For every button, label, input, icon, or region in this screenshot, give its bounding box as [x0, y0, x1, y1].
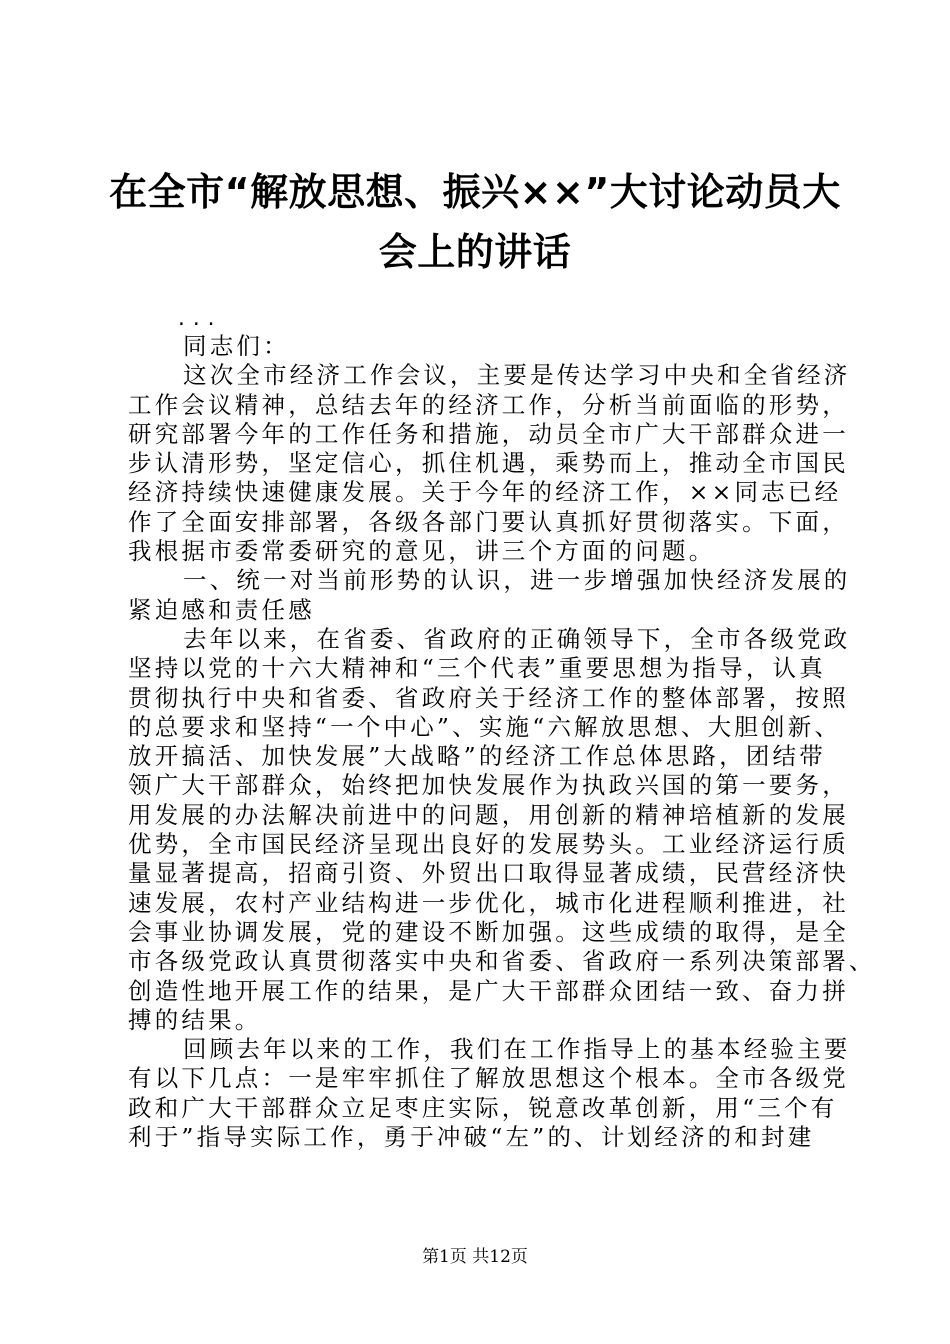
text-line: 放开搞活、加快发展”大战略”的经济工作总体思路，团结带 [128, 742, 826, 771]
section-heading-1 [128, 566, 851, 625]
paragraph-3 [128, 1035, 851, 1152]
text-line: 优势，全市国民经济呈现出良好的发展势头。工业经济运行质 [128, 830, 849, 859]
text-line: 会事业协调发展，党的建设不断加强。这些成绩的取得，是全 [128, 917, 849, 946]
text-line: 坚持以党的十六大精神和“三个代表”重要思想为指导，认真 [128, 654, 826, 683]
text-line: 去年以来，在省委、省政府的正确领导下，全市各级党政 [183, 624, 851, 653]
salutation: 同志们： [183, 332, 290, 360]
text-line: 领广大干部群众，始终把加快发展作为执政兴国的第一要务， [128, 771, 849, 800]
text-line: 利于”指导实际工作，勇于冲破“左”的、计划经济的和封建 [128, 1123, 815, 1152]
text-line: 作了全面安排部署，各级各部门要认真抓好贯彻落实。下面， [128, 507, 849, 536]
text-line: 的总要求和坚持“一个中心”、实施“六解放思想、大胆创新、 [128, 712, 842, 741]
text-line: 紧迫感和责任感 [128, 595, 315, 624]
text-line: 政和广大干部群众立足枣庄实际，锐意改革创新，用“三个有 [128, 1093, 838, 1122]
text-line: 工作会议精神，总结去年的经济工作，分析当前面临的形势， [128, 390, 849, 419]
text-line: 贯彻执行中央和省委、省政府关于经济工作的整体部署，按照 [128, 683, 849, 712]
text-line: 这次全市经济工作会议，主要是传达学习中央和全省经济 [183, 361, 851, 390]
text-line: 回顾去年以来的工作，我们在工作指导上的基本经验主要 [183, 1035, 851, 1064]
page-number-footer: 第1页 共12页 [422, 1247, 528, 1267]
paragraph-1 [128, 361, 851, 566]
text-line: 市各级党政认真贯彻落实中央和省委、省政府一系列决策部署、 [128, 947, 876, 976]
text-line: 用发展的办法解决前进中的问题，用创新的精神培植新的发展 [128, 800, 849, 829]
text-line: 搏的结果。 [128, 1005, 262, 1034]
document-body [128, 308, 876, 1152]
text-line: 经济持续快速健康发展。关于今年的经济工作，××同志已经 [128, 478, 842, 507]
title-line-1: 在全市“解放思想、振兴××”大讨论动员大 [109, 170, 841, 214]
text-line: 一、统一对当前形势的认识，进一步增强加快经济发展的 [183, 566, 851, 595]
text-line: 步认清形势，坚定信心，抓住机遇，乘势而上，推动全市国民 [128, 449, 849, 478]
ellipsis-marker: ... [176, 309, 221, 330]
text-line: 我根据市委常委研究的意见，讲三个方面的问题。 [128, 537, 716, 566]
title-line-2: 会上的讲话 [378, 230, 572, 274]
document-title [100, 162, 850, 282]
paragraph-2 [128, 624, 876, 1035]
text-line: 有以下几点：一是牢牢抓住了解放思想这个根本。全市各级党 [128, 1064, 849, 1093]
text-line: 速发展，农村产业结构进一步优化，城市化进程顺利推进，社 [128, 888, 849, 917]
text-line: 研究部署今年的工作任务和措施，动员全市广大干部群众进一 [128, 419, 849, 448]
text-line: 量显著提高，招商引资、外贸出口取得显著成绩，民营经济快 [128, 859, 849, 888]
text-line: 创造性地开展工作的结果，是广大干部群众团结一致、奋力拼 [128, 976, 849, 1005]
